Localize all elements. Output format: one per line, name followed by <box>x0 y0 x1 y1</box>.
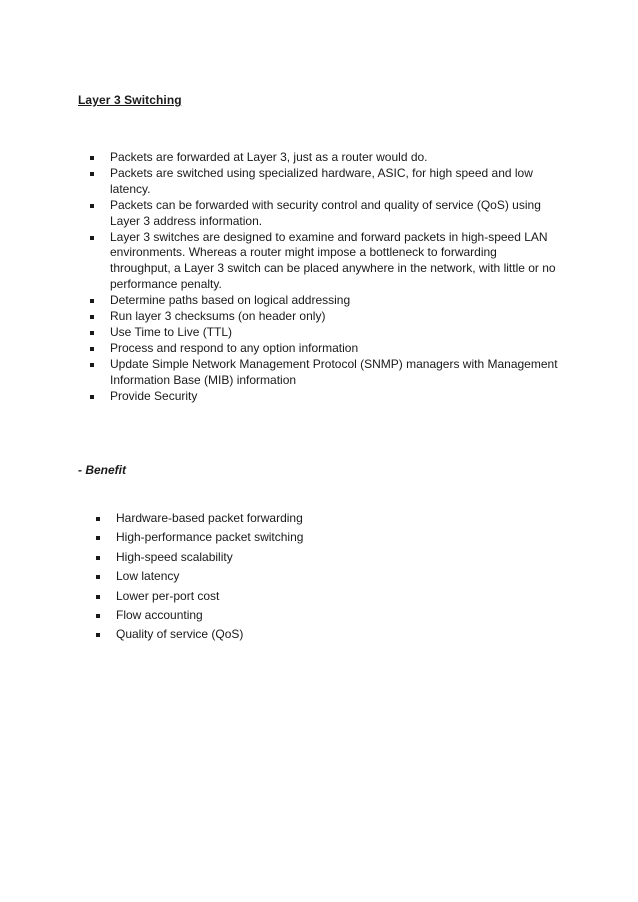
square-bullet-icon <box>90 395 94 399</box>
benefit-heading: - Benefit <box>78 463 126 477</box>
list-item <box>116 608 516 624</box>
list-item-text: Flow accounting <box>116 607 203 622</box>
list-item-text: Hardware-based packet forwarding <box>116 511 303 525</box>
list-item <box>110 293 560 309</box>
square-bullet-icon <box>90 331 94 335</box>
list-item <box>116 530 516 546</box>
list-item-text: Packets can be forwarded with security control and quality of service (QoS) using Layer 3 address information. <box>110 197 541 228</box>
square-bullet-icon <box>96 536 100 540</box>
list-item <box>116 569 516 585</box>
list-item <box>116 511 516 527</box>
square-bullet-icon <box>96 614 100 618</box>
list-item-text: Use Time to Live (TTL) <box>110 325 233 340</box>
list-item <box>110 325 560 341</box>
list-item <box>110 357 560 388</box>
list-item-text: High-performance packet switching <box>116 530 304 545</box>
square-bullet-icon <box>96 575 100 579</box>
square-bullet-icon <box>96 595 100 599</box>
square-bullet-icon <box>96 633 100 637</box>
square-bullet-icon <box>90 299 94 303</box>
square-bullet-icon <box>96 517 100 521</box>
square-bullet-icon <box>90 315 94 319</box>
list-item-text: Update Simple Network Management Protocol (SNMP) managers with Management Information Base (MIB) information <box>110 357 558 388</box>
list-item <box>110 341 560 357</box>
list-item <box>110 309 560 325</box>
list-item-text: Lower per-port cost <box>116 588 220 603</box>
square-bullet-icon <box>90 236 94 240</box>
square-bullet-icon <box>90 156 94 160</box>
list-item <box>110 389 560 405</box>
list-item <box>110 230 560 292</box>
list-item-text: Layer 3 switches are designed to examine and forward packets in high-speed LAN environments. Whereas a router might impose a bottleneck to forwarding throughput, a Layer 3 switch can be placed anywhere in the network, with little or no performance penalty. <box>110 229 556 291</box>
list-item-text: Packets are switched using specialized hardware, ASIC, for high speed and low latency. <box>110 166 533 196</box>
section-heading: Layer 3 Switching <box>78 93 182 107</box>
square-bullet-icon <box>90 347 94 351</box>
list-item-text: Process and respond to any option information <box>110 341 359 356</box>
list-item-text: Quality of service (QoS) <box>116 627 244 642</box>
square-bullet-icon <box>96 556 100 560</box>
square-bullet-icon <box>90 172 94 176</box>
list-item-text: High-speed scalability <box>116 549 233 564</box>
list-item-text: Packets are forwarded at Layer 3, just as a router would do. <box>110 150 428 164</box>
list-item <box>110 198 560 229</box>
feature-list <box>110 150 560 405</box>
list-item-text: Provide Security <box>110 389 198 404</box>
list-item-text: Low latency <box>116 569 180 584</box>
square-bullet-icon <box>90 204 94 208</box>
benefit-list <box>116 511 516 647</box>
list-item <box>116 627 516 643</box>
square-bullet-icon <box>90 363 94 367</box>
list-item <box>116 589 516 605</box>
list-item <box>110 166 560 197</box>
list-item-text: Run layer 3 checksums (on header only) <box>110 308 326 323</box>
list-item-text: Determine paths based on logical addressing <box>110 292 351 307</box>
list-item <box>116 550 516 566</box>
list-item <box>110 150 560 166</box>
